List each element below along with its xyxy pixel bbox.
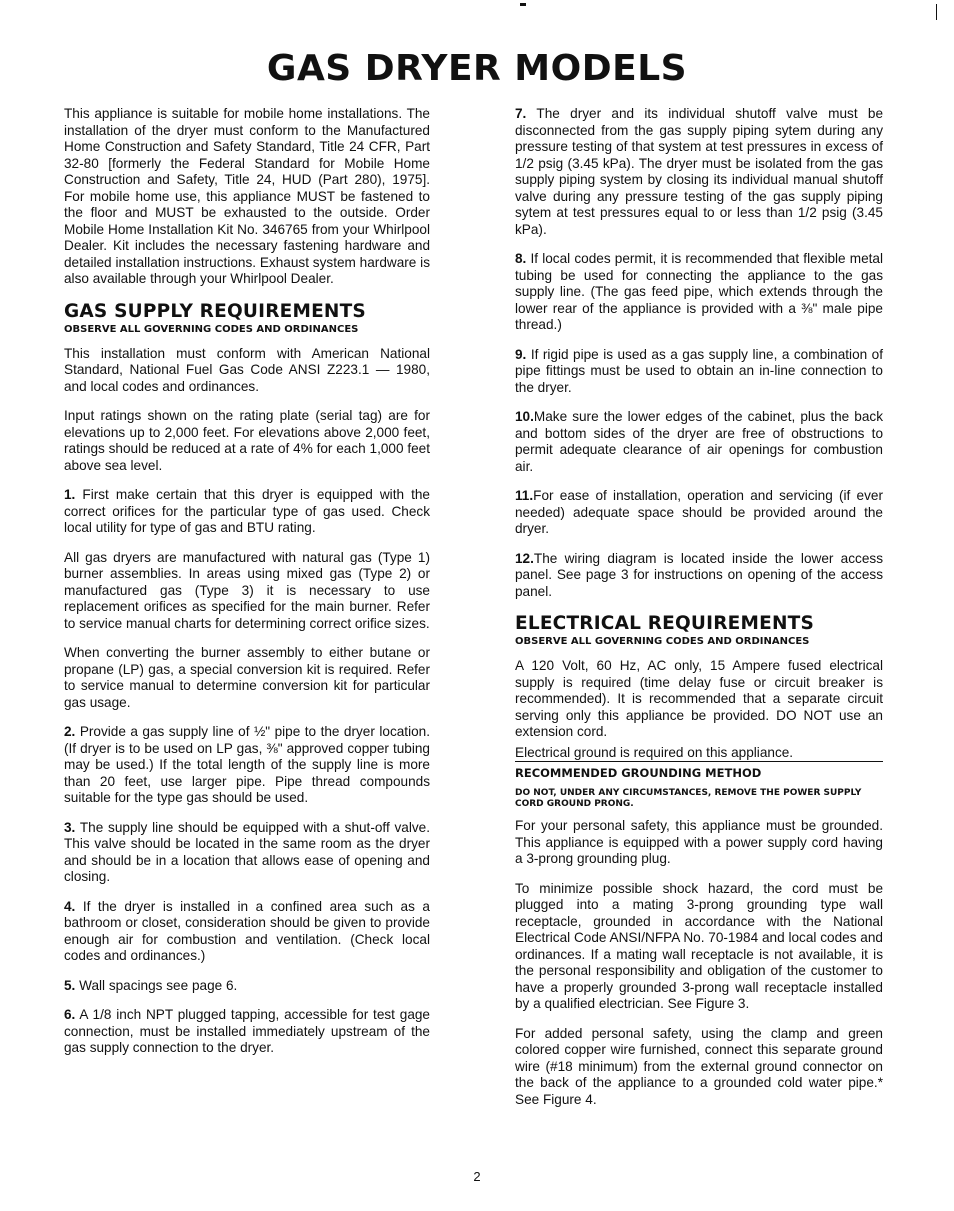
- item-number: 3.: [64, 819, 76, 835]
- added-safety-paragraph: For added personal safety, using the clamp and green colored copper wire furnished, connect this separate ground wire (#18 minimum) from the external ground connector on the back of the appliance to a grounded cold water pipe.* See Figure 4.: [515, 1025, 883, 1107]
- item-number: 4.: [64, 898, 76, 914]
- list-item-4: [64, 899, 430, 965]
- ground-prong-warning: DO NOT, UNDER ANY CIRCUMSTANCES, REMOVE THE POWER SUPPLY CORD GROUND PRONG.: [515, 788, 862, 809]
- item-text: The dryer and its individual shutoff valve must be disconnected from the gas supply piping sytem during any pressure testing of that system at test pressures in excess of 1/2 psig (3.45 kPa). The dryer must be isolated from the gas supply piping system by closing its individual manual shutoff valve during any pressure testing of the gas supply piping sytem at test pressures equal to or less than 1/2 psig (3.45 kPa).: [515, 106, 884, 237]
- gas-supply-heading: GAS SUPPLY REQUIREMENTS: [64, 300, 366, 322]
- list-item-6: [64, 1007, 430, 1057]
- gas-supply-subheading: OBSERVE ALL GOVERNING CODES AND ORDINANCES: [64, 323, 359, 335]
- item-number: 7.: [515, 106, 527, 121]
- item-text: Wall spacings see page 6.: [79, 977, 238, 993]
- item-text: The supply line should be equipped with a shut-off valve. This valve should be located in the same room as the dryer and should be in a location that allows ease of opening and closing.: [64, 819, 431, 884]
- intro-paragraph: This appliance is suitable for mobile home installations. The installation of the dryer must conform to the Manufactured Home Construction and Safety Standard, Title 24 CFR, Part 32-80 [formerly the Federal Standard for Mobile Home Construction and Safety, Title 24, HUD (Part 280), 1975]. For mobile home use, this appliance MUST be fastened to the floor and MUST be exhausted to the outside. Order Mobile Home Installation Kit No. 346765 from your Whirlpool Dealer. Kit includes the necessary fastening hardware and detailed installation instructions. Exhaust system hardware is also available through your Whirlpool Dealer.: [64, 106, 430, 286]
- item-text: Make sure the lower edges of the cabinet, plus the back and bottom sides of the dryer are free of obstructions to permit adequate clearance of air openings for combustion air.: [515, 409, 883, 474]
- item-text: If local codes permit, it is recommended that flexible metal tubing be used for connecting the appliance to the gas supply line. (The gas feed pipe, which extends through the lower rear of the appliance is provided with a ⅜" male pipe thread.): [515, 251, 884, 332]
- item-number: 12.: [515, 550, 534, 566]
- list-item-11: [515, 488, 883, 538]
- grounding-method-heading: RECOMMENDED GROUNDING METHOD: [515, 766, 762, 780]
- electrical-subheading: OBSERVE ALL GOVERNING CODES AND ORDINANCES: [515, 636, 810, 647]
- list-item-1: [64, 487, 430, 537]
- page-title: GAS DRYER MODELS: [266, 48, 688, 89]
- item-number: 10.: [515, 409, 534, 424]
- voltage-paragraph: A 120 Volt, 60 Hz, AC only, 15 Ampere fused electrical supply is required (time delay fuse or circuit breaker is recommended). It is recommended that a separate circuit serving only this appliance be provided. DO NOT use an extension cord.: [515, 658, 883, 739]
- item-text: If rigid pipe is used as a gas supply line, a combination of pipe fittings must be used to obtain an in-line connection to the dryer.: [515, 346, 883, 395]
- list-item-5: [64, 978, 430, 995]
- list-item-2: [64, 724, 430, 807]
- ground-required-line: [515, 745, 883, 763]
- electrical-heading: ELECTRICAL REQUIREMENTS: [515, 613, 814, 634]
- item-number: 6.: [64, 1007, 76, 1022]
- item-text: For ease of installation, operation and servicing (if ever needed) adequate space should be provided around the dryer.: [515, 488, 883, 536]
- item-number: 2.: [64, 724, 76, 739]
- conform-paragraph: This installation must conform with American National Standard, National Fuel Gas Code ANSI Z223.1 — 1980, and local codes and ordinances.: [64, 345, 430, 394]
- page-number: 2: [473, 1169, 481, 1184]
- list-item-12: [515, 551, 883, 601]
- item-text: A 1/8 inch NPT plugged tapping, accessible for test gage connection, must be installed immediately upstream of the gas supply connection to the dryer.: [64, 1007, 430, 1055]
- natural-gas-paragraph: All gas dryers are manufactured with natural gas (Type 1) burner assemblies. In areas using mixed gas (Type 2) or manufactured gas (Type 3) it is necessary to use replacement orifices as specified for the main burner. Refer to service manual charts for determining correct orifice sizes.: [64, 549, 430, 631]
- item-number: 5.: [64, 977, 76, 993]
- ratings-paragraph: Input ratings shown on the rating plate (serial tag) are for elevations up to 2,000 feet. For elevations above 2,000 feet, ratings should be reduced at a rate of 4% for each 1,000 feet above sea level.: [64, 408, 430, 473]
- item-text: Provide a gas supply line of ½" pipe to the dryer location. (If dryer is to be used on LP gas, ⅜" approved copper tubing may be used.) If the total length of the supply line is more than 20 feet, use larger pipe. Pipe thread compounds suitable for the type gas should be used.: [64, 724, 430, 805]
- list-item-3: [64, 820, 430, 886]
- item-number: 11.: [515, 488, 534, 503]
- item-number: 8.: [515, 251, 527, 266]
- right-column: [515, 106, 883, 1121]
- left-column: [64, 106, 430, 1070]
- item-text: If the dryer is installed in a confined area such as a bathroom or closet, consideration should be given to provide enough air for combustion and ventilation. (Check local codes and ordinances.): [64, 898, 430, 963]
- list-item-7: [515, 106, 883, 238]
- list-item-8: [515, 251, 883, 334]
- scan-mark: [936, 4, 937, 20]
- item-text: First make certain that this dryer is equipped with the correct orifices for the particular type of gas used. Check local utility for type of gas and BTU rating.: [64, 487, 430, 535]
- ground-required-text: Electrical ground is required on this appliance.: [515, 745, 883, 763]
- list-item-10: [515, 409, 883, 475]
- converting-paragraph: When converting the burner assembly to either butane or propane (LP) gas, a special conversion kit is required. Refer to service manual to determine conversion kit for particular gas usage.: [64, 645, 430, 710]
- scan-mark: [520, 3, 526, 6]
- item-number: 1.: [64, 487, 76, 502]
- item-text: The wiring diagram is located inside the lower access panel. See page 3 for instructions on opening of the access panel.: [515, 550, 883, 599]
- safety-paragraph: For your personal safety, this appliance must be grounded. This appliance is equipped with a power supply cord having a 3-prong grounding plug.: [515, 818, 883, 866]
- shock-hazard-paragraph: To minimize possible shock hazard, the cord must be plugged into a mating 3-prong grounding type wall receptacle, grounded in accordance with the National Electrical Code ANSI/NFPA No. 70-1984 and local codes and ordinances. If a mating wall receptacle is not available, it is the personal responsibility and obligation of the customer to have a properly grounded 3-prong wall receptacle installed by a qualified electrician. See Figure 3.: [515, 880, 883, 1011]
- list-item-9: [515, 347, 883, 397]
- item-number: 9.: [515, 346, 527, 362]
